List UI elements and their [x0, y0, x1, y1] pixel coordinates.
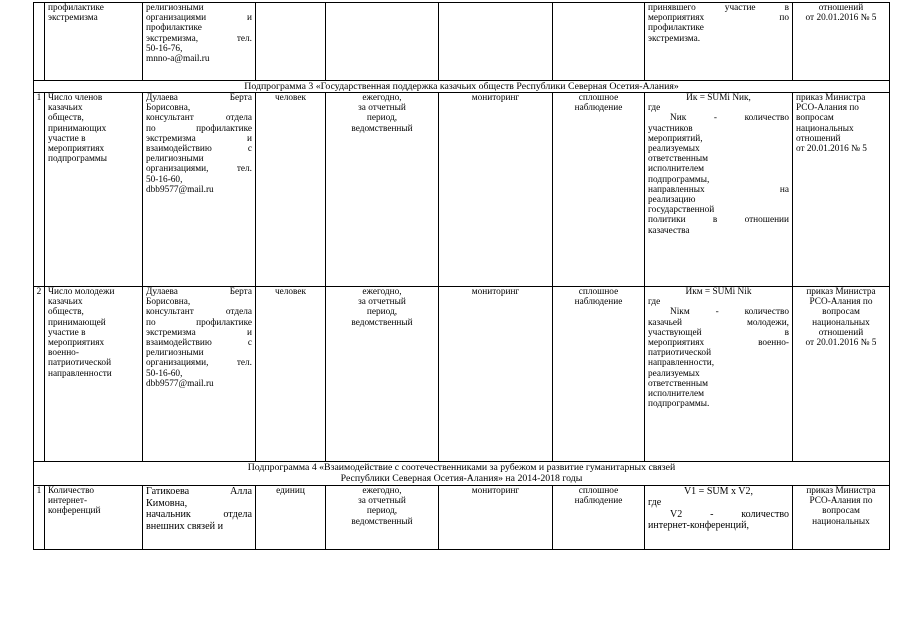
table-row	[34, 486, 890, 550]
observation-cell	[553, 287, 645, 462]
cell-text-line: организациями, тел.	[146, 358, 252, 369]
cell-text-line: национальных	[812, 516, 870, 527]
cell-text-line: Гатикоева Алла	[146, 486, 252, 497]
cell-text-line: сплошное	[578, 486, 619, 496]
periodicity-cell	[326, 486, 439, 550]
responsible-contact-cell	[143, 486, 256, 550]
cell-text-line: подпрограммы,	[648, 174, 710, 185]
cell-text-line: реализуемых	[648, 144, 700, 155]
cell-text-line: национальных	[812, 317, 870, 328]
cell-text-line: казачьей молодежи,	[648, 317, 789, 328]
cell-text-line: где	[648, 297, 661, 308]
cell-text-line: интернет-	[48, 496, 88, 507]
cell-text-line: Дулаева Берта	[146, 287, 252, 297]
cell-text-line: Число членов	[48, 93, 103, 103]
cell-text-line: за отчетный	[358, 496, 406, 507]
cell-text-line: dbb9577@mail.ru	[146, 184, 214, 195]
observation-cell	[553, 93, 645, 287]
cell-text-line: принимающей	[48, 317, 106, 328]
cell-text-line: мероприятиях	[48, 338, 105, 349]
cell-text-line: Дулаева Берта	[146, 93, 252, 103]
cell-text-line: взаимодействию с	[146, 338, 252, 349]
cell-text-line: РСО-Алания по	[809, 297, 873, 308]
cell-text-line: Икм = SUMi Nik	[685, 287, 752, 297]
indicator-name-cell	[45, 3, 143, 81]
cell-text-line: по профилактике	[146, 317, 252, 328]
cell-text-line: Ик = SUMi Nик,	[686, 93, 751, 103]
subprogram-4-title	[34, 462, 890, 486]
subprogram-4-title-line-1: Подпрограмма 4 «Взаимодействие с соотечественниками за рубежом и развитие гуманитарных связей	[247, 462, 676, 473]
cell-text-line: dbb9577@mail.ru	[146, 378, 214, 389]
cell-text-line: по профилактике	[146, 123, 252, 134]
cell-text-line: религиозными	[146, 3, 204, 13]
unit-cell	[256, 3, 326, 81]
cell-text-line: экстремизма, тел.	[146, 33, 252, 44]
cell-text-line: реализуемых	[648, 368, 700, 379]
cell-text-line: национальных	[796, 123, 854, 134]
collection-method-cell	[439, 3, 553, 81]
cell-text-line: вопросам	[822, 307, 860, 318]
cell-text-line: военно-	[48, 348, 79, 359]
cell-text-line: 50-16-60,	[146, 174, 183, 185]
cell-text-line: период,	[366, 307, 398, 318]
cell-text-line: Кимовна,	[146, 497, 188, 509]
cell-text-line: Количество	[48, 486, 95, 496]
cell-text-line: организациями, тел.	[146, 164, 252, 175]
cell-text-line: мероприятиях	[48, 144, 105, 155]
row-number-cell: 2	[34, 287, 45, 462]
cell-text-line: экстремизма и	[146, 133, 252, 144]
cell-text-line: исполнителем	[648, 389, 705, 400]
cell-text-line: участников	[648, 123, 693, 134]
periodicity-cell	[326, 287, 439, 462]
cell-text-line: внешних связей и	[146, 520, 224, 532]
cell-text-line: принявшего участие в	[648, 3, 789, 13]
cell-text-line: приказ Министра	[806, 287, 876, 297]
cell-text-line: вопросам	[822, 506, 860, 517]
calculation-method-cell	[645, 486, 793, 550]
cell-text-line: государственной	[648, 205, 715, 216]
document-page	[33, 2, 889, 550]
responsible-contact-cell	[143, 3, 256, 81]
cell-text-line: профилактике	[48, 3, 104, 13]
cell-text-line: ежегодно,	[362, 93, 402, 103]
cell-text-line: ведомственный	[351, 516, 413, 527]
unit-cell: человек	[256, 93, 326, 287]
cell-text-line: патриотической	[648, 348, 712, 359]
cell-text-line: организациями и	[146, 13, 252, 24]
cell-text-line: экстремизма.	[648, 33, 701, 44]
cell-text-line: 50-16-76,	[146, 43, 183, 54]
cell-text-line: ведомственный	[351, 123, 413, 134]
cell-text-line: отношений	[796, 133, 841, 144]
cell-text-line: ведомственный	[351, 317, 413, 328]
cell-text-line: РСО-Алания по	[809, 496, 873, 507]
cell-text-line: где	[648, 103, 661, 114]
cell-text-line: сплошное	[578, 287, 619, 297]
cell-text-line: обществ,	[48, 307, 84, 318]
periodicity-cell	[326, 3, 439, 81]
cell-text-line: начальник отдела	[146, 509, 252, 521]
cell-text-line: Борисовна,	[146, 103, 191, 114]
cell-text-line: патриотической	[48, 358, 112, 369]
cell-text-line: период,	[366, 113, 398, 124]
collection-method-cell: мониторинг	[439, 93, 553, 287]
cell-text-line: за отчетный	[358, 103, 406, 114]
cell-text-line: наблюдение	[574, 103, 623, 114]
collection-method-cell: мониторинг	[439, 287, 553, 462]
cell-text-line: от 20.01.2016 № 5	[805, 338, 877, 349]
legal-document-cell	[793, 486, 890, 550]
cell-text-line: ежегодно,	[362, 287, 402, 297]
legal-document-cell	[793, 93, 890, 287]
responsible-contact-cell	[143, 93, 256, 287]
indicator-name-cell	[45, 486, 143, 550]
cell-text-line: наблюдение	[574, 297, 623, 308]
cell-text-line: приказ Министра	[796, 93, 866, 103]
cell-text-line: взаимодействию с	[146, 144, 252, 155]
indicator-name-cell	[45, 93, 143, 287]
cell-text-line: 50-16-60,	[146, 368, 183, 379]
row-number-cell: 1	[34, 486, 45, 550]
cell-text-line: подпрограммы	[48, 154, 107, 165]
table-row	[34, 93, 890, 287]
subprogram-heading-row	[34, 81, 890, 93]
cell-text-line: религиозными	[146, 154, 204, 165]
responsible-contact-cell	[143, 287, 256, 462]
cell-text-line: за отчетный	[358, 297, 406, 308]
cell-text-line: участие в	[48, 327, 86, 338]
cell-text-line: РСО-Алания по	[796, 103, 859, 114]
cell-text-line: подпрограммы.	[648, 399, 710, 410]
cell-text-line: V2 - количество	[670, 508, 789, 520]
cell-text-line: интернет-конференций,	[648, 519, 749, 531]
cell-text-line: наблюдение	[574, 496, 623, 507]
cell-text-line: приказ Министра	[806, 486, 876, 496]
cell-text-line: мероприятиях по	[648, 13, 789, 24]
cell-text-line: где	[648, 497, 662, 509]
table-row	[34, 287, 890, 462]
subprogram-heading-row	[34, 462, 890, 486]
cell-text-line: религиозными	[146, 348, 204, 359]
periodicity-cell	[326, 93, 439, 287]
cell-text-line: консультант отдела	[146, 307, 252, 318]
cell-text-line: направленности,	[648, 358, 715, 369]
observation-cell	[553, 3, 645, 81]
cell-text-line: отношений	[818, 3, 864, 13]
cell-text-line: экстремизма	[48, 13, 98, 24]
collection-method-cell: мониторинг	[439, 486, 553, 550]
cell-text-line: политики в отношении	[648, 215, 789, 226]
observation-cell	[553, 486, 645, 550]
row-number-cell	[34, 3, 45, 81]
cell-text-line: период,	[366, 506, 398, 517]
subprogram-3-title: Подпрограмма 3 «Государственная поддержка казачьих обществ Республики Северная Осетия-Алания»	[34, 81, 890, 93]
cell-text-line: от 20.01.2016 № 5	[805, 13, 877, 24]
cell-text-line: ежегодно,	[362, 486, 402, 496]
cell-text-line: Число молодежи	[48, 287, 115, 297]
cell-text-line: mnno-a@mail.ru	[146, 54, 210, 65]
cell-text-line: профилактике	[648, 23, 704, 34]
cell-text-line: консультант отдела	[146, 113, 252, 124]
cell-text-line: Борисовна,	[146, 297, 191, 308]
cell-text-line: казачьих	[48, 297, 83, 308]
cell-text-line: мероприятиях военно-	[648, 338, 789, 349]
cell-text-line: экстремизма и	[146, 327, 252, 338]
cell-text-line: принимающих	[48, 123, 107, 134]
cell-text-line: сплошное	[578, 93, 619, 103]
cell-text-line: от 20.01.2016 № 5	[796, 144, 867, 155]
legal-document-cell	[793, 3, 890, 81]
cell-text-line: участвующей в	[648, 327, 789, 338]
calculation-method-cell	[645, 287, 793, 462]
cell-text-line: ответственным	[648, 154, 708, 165]
cell-text-line: реализацию	[648, 195, 696, 206]
cell-text-line: направленности	[48, 368, 112, 379]
cell-text-line: обществ,	[48, 113, 84, 124]
table-row	[34, 3, 890, 81]
cell-text-line: направленных на	[648, 184, 789, 195]
cell-text-line: участие в	[48, 133, 86, 144]
cell-text-line: конференций	[48, 506, 101, 517]
legal-document-cell	[793, 287, 890, 462]
cell-text-line: казачества	[648, 225, 690, 236]
calculation-method-cell	[645, 3, 793, 81]
unit-cell: единиц	[256, 486, 326, 550]
indicator-name-cell	[45, 287, 143, 462]
cell-text-line: Nікм - количество	[670, 307, 789, 318]
cell-text-line: исполнителем	[648, 164, 705, 175]
cell-text-line: отношений	[818, 327, 864, 338]
cell-text-line: мероприятий,	[648, 133, 703, 144]
cell-text-line: казачьих	[48, 103, 83, 114]
calculation-method-cell	[645, 93, 793, 287]
indicators-table	[33, 2, 890, 550]
unit-cell: человек	[256, 287, 326, 462]
cell-text-line: профилактике	[146, 23, 202, 34]
row-number-cell: 1	[34, 93, 45, 287]
cell-text-line: вопросам	[796, 113, 834, 124]
subprogram-4-title-line-2: Республики Северная Осетия-Алания» на 2014-2018 годы	[340, 473, 583, 484]
cell-text-line: ответственным	[648, 378, 708, 389]
cell-text-line: Nик - количество	[670, 113, 789, 124]
cell-text-line: V1 = SUM x V2,	[683, 486, 754, 497]
